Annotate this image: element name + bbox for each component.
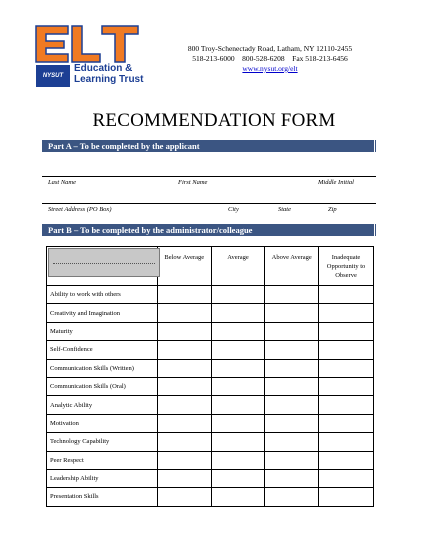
row-label: Communication Skills (Written) [47,359,158,377]
rating-cell[interactable] [265,286,319,304]
rating-cell[interactable] [157,341,211,359]
table-row [47,304,374,322]
table-row [47,377,374,395]
shaded-header-box [48,248,160,277]
row-label: Motivation [47,414,158,432]
address-line-2: 518-213-6000 800-528-6208 Fax 518-213-6456 [192,54,348,63]
part-b-header [42,224,376,236]
rating-cell[interactable] [211,377,265,395]
address-line[interactable] [42,203,376,204]
row-label: Analytic Ability [47,396,158,414]
table-row [47,451,374,469]
table-row [47,396,374,414]
table-row [47,488,374,506]
rating-cell[interactable] [265,396,319,414]
middle-initial-label: Middle Initial [318,179,354,186]
rating-cell[interactable] [265,341,319,359]
table-row [47,322,374,340]
row-label: Leadership Ability [47,469,158,487]
rating-cell[interactable] [157,359,211,377]
page-title: RECOMMENDATION FORM [92,110,336,131]
rating-cell[interactable] [157,414,211,432]
rating-cell[interactable] [157,469,211,487]
row-label: Ability to work with others [47,286,158,304]
part-a-header [42,140,376,152]
rating-cell[interactable] [265,451,319,469]
rating-cell[interactable] [157,304,211,322]
rating-cell[interactable] [211,469,265,487]
row-label: Maturity [47,322,158,340]
rating-cell[interactable] [265,377,319,395]
rating-cell[interactable] [157,322,211,340]
address-line-1: 800 Troy-Schenectady Road, Latham, NY 12110-2455 [187,44,353,53]
street-label: Street Address (PO Box) [48,206,112,213]
rating-cell[interactable] [265,414,319,432]
rating-cell[interactable] [265,488,319,506]
rating-cell[interactable] [211,488,265,506]
rating-cell[interactable] [319,359,374,377]
rating-cell[interactable] [265,304,319,322]
rating-cell[interactable] [157,396,211,414]
elt-letters-graphic [34,24,140,64]
part-b-label: Part B – To be completed by the administrator/colleague [48,225,253,235]
rating-cell[interactable] [211,322,265,340]
rating-cell[interactable] [319,377,374,395]
logo-text: Education & Learning Trust [74,63,144,85]
rating-cell[interactable] [319,341,374,359]
website-link[interactable]: www.nysut.org/elt [242,64,298,73]
rating-cell[interactable] [211,396,265,414]
elt-logo [34,24,144,88]
rating-cell[interactable] [265,322,319,340]
rating-cell[interactable] [157,451,211,469]
table-row [47,341,374,359]
rating-cell[interactable] [211,286,265,304]
column-header: Inadequate Opportunity to Observe [319,247,374,286]
nysut-badge: NYSUT [36,65,70,87]
name-line[interactable] [42,176,376,177]
rating-cell[interactable] [319,469,374,487]
part-a-label: Part A – To be completed by the applicant [48,141,200,151]
row-label: Creativity and Imagination [47,304,158,322]
column-header: Below Average [157,247,211,286]
first-name-label: First Name [178,179,208,186]
rating-cell[interactable] [211,304,265,322]
column-header: Above Average [265,247,319,286]
rating-cell[interactable] [157,286,211,304]
zip-label: Zip [328,206,337,213]
rating-cell[interactable] [211,359,265,377]
row-label: Peer Respect [47,451,158,469]
rating-cell[interactable] [265,469,319,487]
rating-cell[interactable] [211,414,265,432]
table-row [47,433,374,451]
table-row [47,469,374,487]
rating-cell[interactable] [157,488,211,506]
rating-cell[interactable] [265,359,319,377]
rating-cell[interactable] [211,341,265,359]
rating-cell[interactable] [157,377,211,395]
city-label: City [228,206,239,213]
rating-cell[interactable] [211,451,265,469]
rating-cell[interactable] [319,433,374,451]
rating-cell[interactable] [265,433,319,451]
rating-cell[interactable] [319,396,374,414]
row-label: Technology Capability [47,433,158,451]
table-row [47,414,374,432]
row-label: Self-Confidence [47,341,158,359]
state-label: State [278,206,291,213]
rating-cell[interactable] [319,414,374,432]
row-label: Communication Skills (Oral) [47,377,158,395]
rating-cell[interactable] [211,433,265,451]
rating-cell[interactable] [319,286,374,304]
rating-cell[interactable] [319,322,374,340]
address-block [160,44,380,74]
rating-cell[interactable] [157,433,211,451]
ratings-table [46,246,374,507]
row-label: Presentation Skills [47,488,158,506]
column-header: Average [211,247,265,286]
last-name-label: Last Name [48,179,76,186]
table-row [47,286,374,304]
table-row [47,359,374,377]
rating-cell[interactable] [319,451,374,469]
rating-cell[interactable] [319,488,374,506]
rating-cell[interactable] [319,304,374,322]
